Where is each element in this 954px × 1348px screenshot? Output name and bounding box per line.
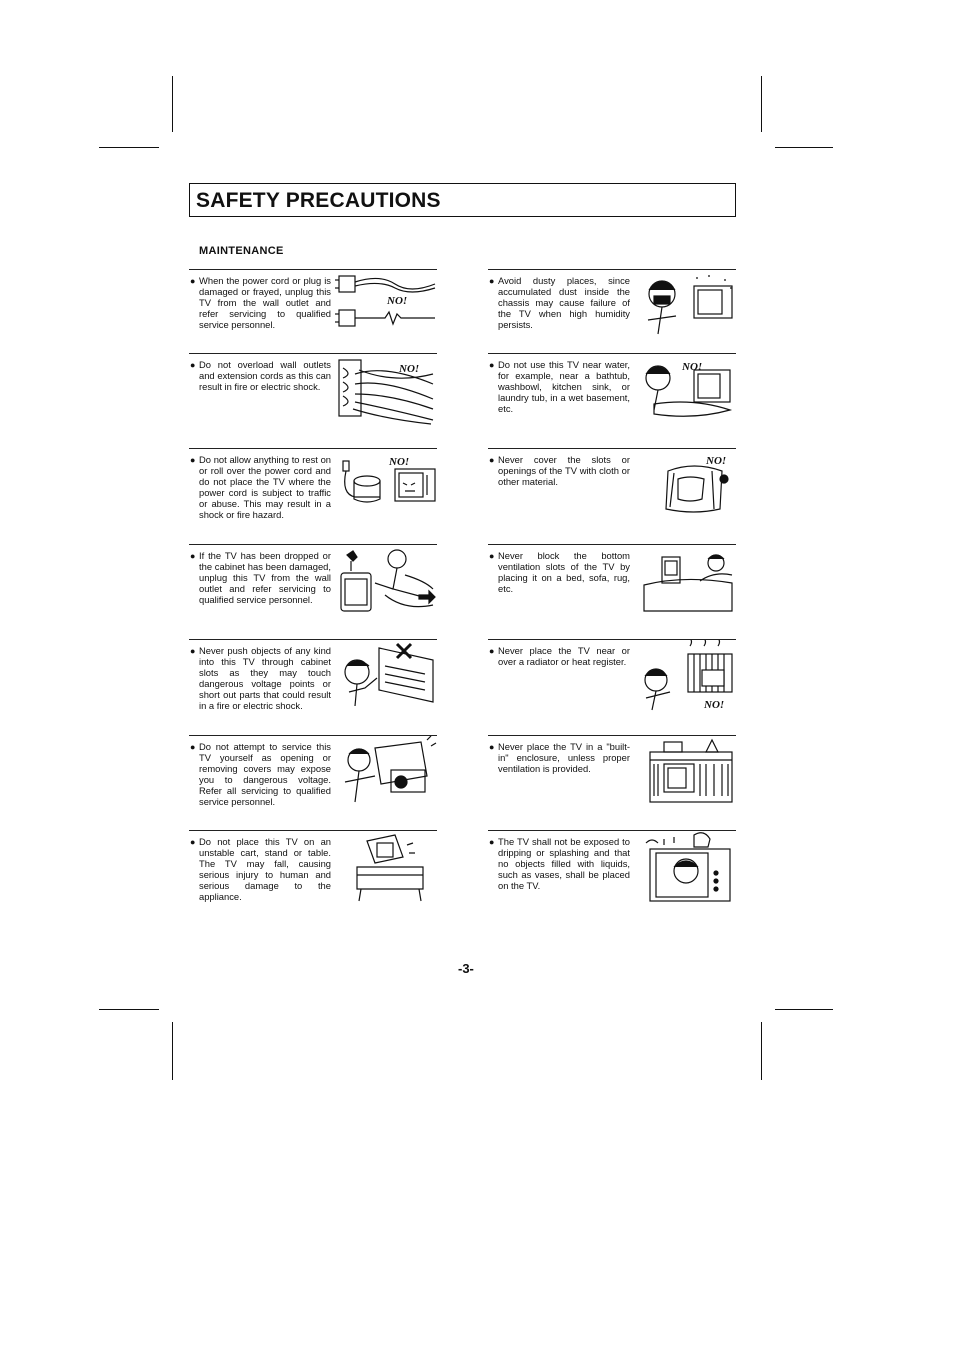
- precaution-item: [189, 353, 437, 429]
- bullet-icon: ●: [190, 646, 196, 656]
- precaution-item: [488, 830, 736, 906]
- precaution-item: [488, 544, 736, 620]
- dusty-tv-illustration: [634, 270, 736, 342]
- bullet-icon: ●: [190, 360, 196, 370]
- precaution-text: When the power cord or plug is damaged or frayed, unplug this TV from the wall outlet and refer servicing to qualified service personnel.: [199, 275, 331, 331]
- tv-on-bed-illustration: [634, 545, 736, 617]
- frayed-cord-illustration: [335, 270, 437, 342]
- no-label: NO!: [387, 295, 408, 307]
- bullet-icon: ●: [489, 360, 495, 370]
- no-label: NO!: [389, 456, 410, 468]
- precaution-text: Never cover the slots or openings of the TV with cloth or other material.: [498, 454, 630, 488]
- tv-near-radiator-illustration: [634, 640, 736, 712]
- bullet-icon: ●: [190, 551, 196, 561]
- precaution-item: [189, 735, 437, 811]
- no-label: NO!: [706, 455, 727, 467]
- precaution-text: Never block the bottom ventilation slots of the TV by placing it on a bed, sofa, rug, etc.: [498, 550, 630, 595]
- bullet-icon: ●: [489, 742, 495, 752]
- precaution-text: Do not place this TV on an unstable cart, stand or table. The TV may fall, causing serious injury to human and serious damage to the appliance.: [199, 836, 331, 903]
- precaution-text: Never place the TV near or over a radiator or heat register.: [498, 645, 630, 668]
- precaution-item: [488, 353, 736, 429]
- crop-mark: [99, 147, 159, 148]
- cord-under-object-illustration: [335, 449, 437, 521]
- crop-mark: [761, 76, 762, 132]
- precaution-item: [189, 448, 437, 524]
- dropped-tv-illustration: [335, 545, 437, 617]
- crop-mark: [172, 76, 173, 132]
- unstable-cart-illustration: [335, 831, 437, 903]
- precaution-text: Never place the TV in a "built-in" enclosure, unless proper ventilation is provided.: [498, 741, 630, 775]
- child-pushing-objects-illustration: [335, 640, 437, 712]
- precaution-item: [189, 544, 437, 620]
- bullet-icon: ●: [190, 276, 196, 286]
- crop-mark: [172, 1022, 173, 1080]
- bullet-icon: ●: [190, 837, 196, 847]
- precaution-text: Do not use this TV near water, for example, near a bathtub, washbowl, kitchen sink, or laundry tub, in a wet basement, etc.: [498, 359, 630, 415]
- no-label: NO!: [399, 363, 420, 375]
- no-label: NO!: [704, 699, 725, 711]
- bullet-icon: ●: [190, 455, 196, 465]
- precaution-item: [189, 639, 437, 715]
- tv-near-water-illustration: [634, 354, 736, 426]
- precaution-item: [488, 269, 736, 345]
- covered-tv-illustration: [634, 449, 736, 521]
- dripping-liquid-illustration: [634, 831, 736, 903]
- bullet-icon: ●: [489, 276, 495, 286]
- precaution-text: The TV shall not be exposed to dripping or splashing and that no objects filled with liquids, such as vases, shall be placed on the TV.: [498, 836, 630, 892]
- precaution-text: Never push objects of any kind into this TV through cabinet slots as they may touch dangerous voltage points or short out parts that could result in a fire or electric shock.: [199, 645, 331, 712]
- title-box: [189, 183, 736, 217]
- bullet-icon: ●: [489, 551, 495, 561]
- crop-mark: [775, 147, 833, 148]
- bullet-icon: ●: [489, 646, 495, 656]
- overloaded-outlet-illustration: [335, 354, 437, 426]
- precaution-item: [189, 269, 437, 345]
- crop-mark: [761, 1022, 762, 1080]
- precaution-text: Do not attempt to service this TV yourself as opening or removing covers may expose you to dangerous voltage. Refer all servicing to qualified service personnel.: [199, 741, 331, 808]
- crop-mark: [775, 1009, 833, 1010]
- precaution-text: Do not allow anything to rest on or roll over the power cord and do not place the TV where the power cord is subject to traffic or abuse. This may result in a shock or fire hazard.: [199, 454, 331, 521]
- precaution-item: [488, 735, 736, 811]
- section-heading: MAINTENANCE: [199, 245, 284, 257]
- bullet-icon: ●: [190, 742, 196, 752]
- precaution-item: [488, 448, 736, 524]
- precaution-text: If the TV has been dropped or the cabinet has been damaged, unplug this TV from the wall outlet and refer servicing to qualified service personnel.: [199, 550, 331, 606]
- no-label: NO!: [682, 361, 703, 373]
- self-service-illustration: [335, 736, 437, 808]
- precaution-item: [189, 830, 437, 906]
- precaution-item: [488, 639, 736, 715]
- page-number: -3-: [458, 961, 474, 976]
- bullet-icon: ●: [489, 455, 495, 465]
- crop-mark: [99, 1009, 159, 1010]
- precaution-text: Do not overload wall outlets and extension cords as this can result in fire or electric shock.: [199, 359, 331, 393]
- precaution-text: Avoid dusty places, since accumulated dust inside the chassis may cause failure of the TV when high humidity persists.: [498, 275, 630, 331]
- page-title: SAFETY PRECAUTIONS: [196, 189, 441, 212]
- built-in-enclosure-illustration: [634, 736, 736, 808]
- bullet-icon: ●: [489, 837, 495, 847]
